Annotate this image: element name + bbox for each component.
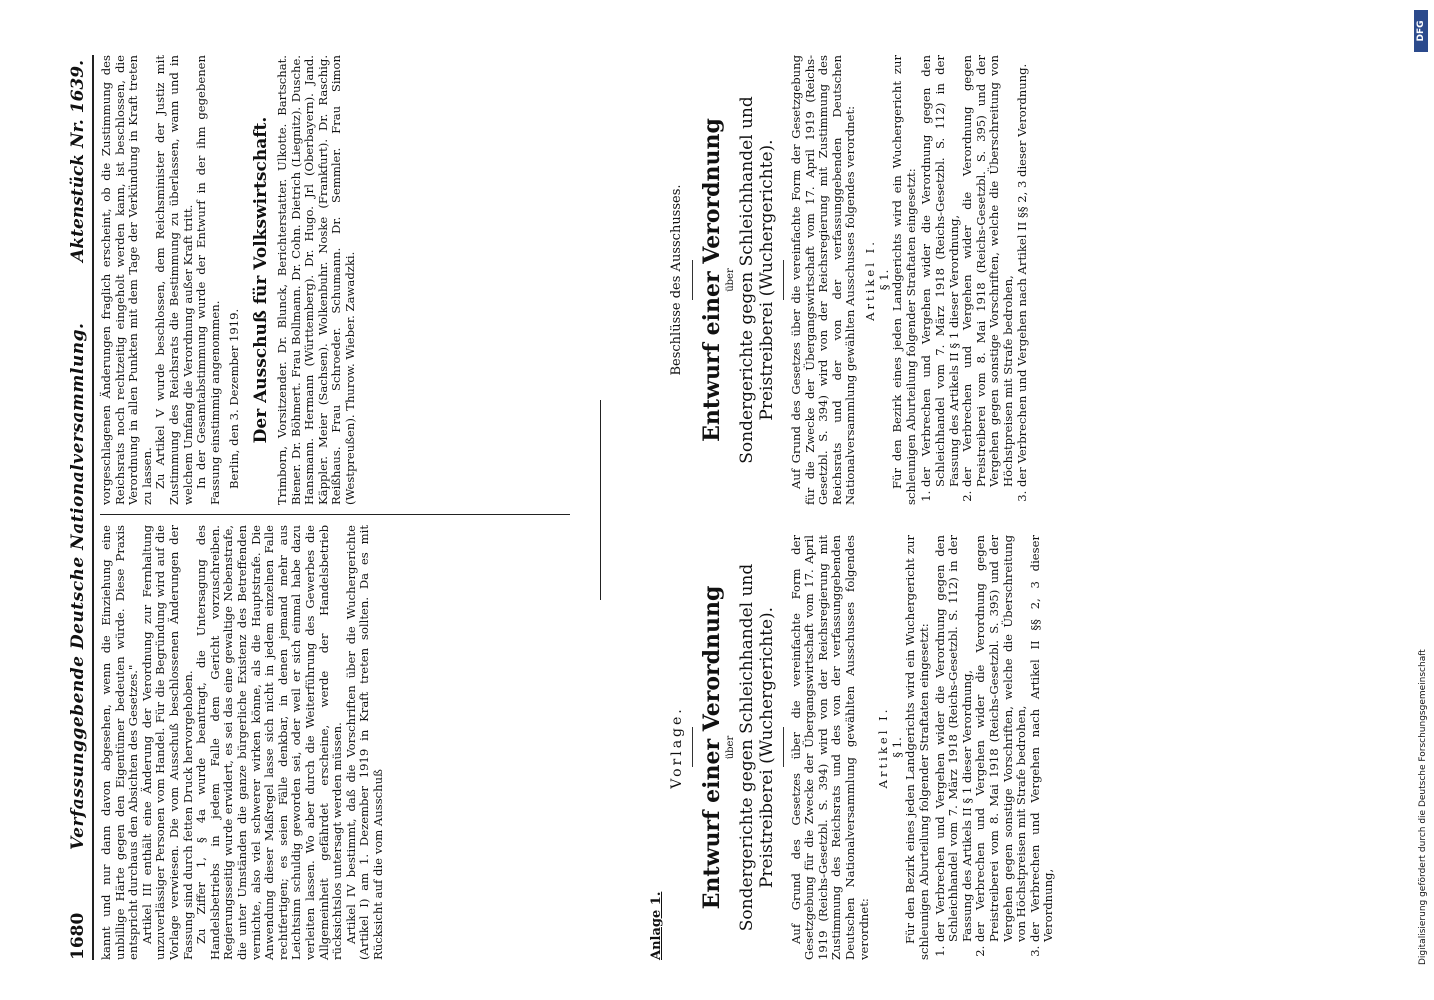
column-divider [100,514,570,515]
short-rule [692,260,693,300]
list-item: 1. der Verbrechen und Vergehen wider die Verordnung gegen den Schleichhandel vom 7. März 1918 (Reichs-Gesetzbl. S. 112) in der Fassung des Artikels II § 1 dieser Verordnung, [934,535,975,942]
short-rule [692,728,693,768]
paragraph-heading: § 1. [889,737,904,758]
paragraph: Zu Ziffer 1, § 4a wurde beantragt, die Untersagung des Handelsbetriebs in jedem Falle dem Gericht vorzuschreiben. Regierungsseitig wurde erwidert, es sei das eine gewaltige Nebenstrafe, die unter Umständen die ganze bürgerliche Existenz des Betreffenden vernichte, also viel schwerer wirken könne, als die Hauptstrafe. Die Anwendung dieser Maßregel lasse sich nicht in jedem einzelnen Falle rechtfertigen; es seien Fälle denkbar, in denen jemand mehr aus Leichtsinn schuldig geworden sei, oder weil er sich einmal habe dazu verleiten lassen. Wo aber durch die Weiterführung des Gewerbes die Allgemeinheit gefährdet erscheine, werde der Handelsbetrieb rücksichtslos untersagt werden müssen. [194,525,345,960]
section-rule [600,400,601,600]
bottom-left-column [650,535,1056,960]
digitization-credit: Digitalisierung gefördert durch die Deutsche Forschungsgemeinschaft [1418,649,1428,965]
short-rule [783,728,784,768]
committee-members: Trimborn, Vorsitzender. Dr. Blunck, Berichterstatter. Ulkotte. Bartschat. Biener. Dr. Böhmert. Frau Bollmann. Dr. Cohn. Dietrich (Liegnitz). Dusche. Hansmann. Hermann (Württemberg). Dr. Hugo. Jrl (Oberbayern). Jand. Käppler. Meier (Sachsen). Wolkenbuhr. Noske (Frankfurt). Dr. Raschig. Reißhaus. Frau Schroeder. Schumann. Dr. Semmler. Frau Simon (Westpreußen). Thurow. Wieber. Zawadzki. [274,55,357,505]
ueber-label: über [724,735,736,760]
page-header [68,60,90,960]
offense-list [920,55,1029,505]
offense-list [934,535,1056,960]
paragraph: Artikel III enthält eine Änderung der Verordnung zur Fernhaltung unzuverlässiger Personen vom Handel. Für die Begründung wird auf die Vorlage verwiesen. Die vom Ausschuß beschlossenen Änderungen der Fassung sind durch fetten Druck hervorgehoben. [139,525,195,960]
anlage-label: Anlage 1. [649,891,664,960]
list-item: 3. der Verbrechen und Vergehen nach Artikel II §§ 2, 3 dieser Verordnung, [1029,535,1056,942]
page-number: 1680 [68,912,88,960]
vorlage-label: Vorlage. [668,706,685,789]
list-item: 1. der Verbrechen und Vergehen wider die Verordnung gegen den Schleichhandel vom 7. März 1918 (Reichs-Gesetzbl. S. 112) in der Fassung des Artikels II § 1 dieser Verordnung, [920,55,961,487]
draft-title: Entwurf einer Verordnung [699,118,725,442]
artikel-heading: Artikel I. [862,239,877,321]
paragraph: vorgeschlagenen Änderungen fraglich erscheint, ob die Zustimmung des Reichsrats noch rechtzeitig eingeholt werden kann, ist beschlossen, die Verordnung in allen Punkten mit dem Tage der Verkündung in Kraft treten zu lassen. [99,55,154,505]
paragraph: Artikel IV bestimmt, daß die Vorschriften über die Wuchergerichte (Artikel I) am 1. Dezember 1919 in Kraft treten sollten. Da es mit Rücksicht auf die vom Ausschuß [343,525,385,960]
artikel-heading: Artikel I. [876,706,891,789]
intro-paragraph: Auf Grund des Gesetzes über die vereinfachte Form der Gesetzgebung für die Zwecke der Übergangswirtschaft vom 17. April 1919 (Reichs-Gesetzbl. S. 394) wird von der Reichsregierung mit Zustimmung des Reichsrats und des von der verfassunggebenden Deutschen Nationalversammlung gewählten Ausschusses folgendes verordnet: [788,535,871,960]
committee-resolutions-label: Beschlüsse des Ausschusses. [669,184,684,376]
ueber-label: über [725,268,736,292]
document-number: Aktenstück Nr. 1639. [68,60,88,262]
top-left-column [100,525,385,960]
paragraph: kannt und nur dann davon abgesehen, wenn die Einziehung eine unbillige Härte gegen den Eigentümer bedeuten würde. Diese Praxis entspricht durchaus den Absichten des Gesetzes." [99,525,141,960]
draft-subtitle: Sondergerichte gegen Schleichhandel und Preistreiberei (Wuchergerichte). [736,563,777,932]
draft-title: Entwurf einer Verordnung [698,585,725,910]
list-item: 2. der Verbrechen und Vergehen wider die Verordnung gegen Preistreiberei vom 8. Mai 1918 (Reichs-Gesetzbl. S. 395) und der Vergehen gegen sonstige Vorschriften, welche die Überschreitung von Höchstpreisen mit Strafe bedrohen, [974,535,1028,942]
top-right-column [100,55,358,505]
paragraph: Zu Artikel V wurde beschlossen, dem Reichsminister der Justiz mit Zustimmung des Reichsrats die Bestimmung zu überlassen, wann und in welchem Umfang die Verordnung außer Kraft tritt. [153,55,195,505]
bottom-right-column [650,55,1029,505]
header-rule [92,55,94,960]
committee-heading: Der Ausschuß für Volkswirtschaft. [250,116,271,444]
paragraph: Für den Bezirk eines jeden Landgerichts wird ein Wuchergericht zur schleunigen Aburteilung folgender Straftaten eingesetzt: [903,535,931,960]
paragraph-heading: § 1. [876,269,891,291]
publication-title: Verfassunggebende Deutsche Nationalversammlung. [68,322,88,850]
intro-paragraph: Auf Grund des Gesetzes über die vereinfachte Form der Gesetzgebung für die Zwecke der Übergangswirtschaft vom 17. April 1919 (Reichs-Gesetzbl. S. 394) wird von der Reichsregierung mit Zustimmung des Reichsrats und der von der verfassunggebenden Deutschen Nationalversammlung gewählten Ausschusses folgendes verordnet: [789,55,858,505]
paragraph: In der Gesamtabstimmung wurde der Entwurf in der ihm gegebenen Fassung einstimmig angenommen. [194,55,222,505]
short-rule [783,260,784,300]
dfg-logo: DFG [1414,10,1428,52]
date-line: Berlin, den 3. Dezember 1919. [227,308,242,489]
list-item: 2. der Verbrechen und Vergehen wider die Verordnung gegen Preistreiberei vom 8. Mai 1918 (Reichs-Gesetzbl. S. 395) und der Vergehen gegen sonstige Vorschriften, welche die Überschreitung von Höchstpreisen mit Strafe bedrohen, [961,55,1015,487]
draft-subtitle: Sondergerichte gegen Schleichhandel und Preistreiberei (Wuchergerichte). [737,96,777,464]
paragraph: Für den Bezirk eines jeden Landgerichts wird ein Wuchergericht zur schleunigen Aburteilung folgender Straftaten eingesetzt: [890,55,918,505]
list-item: 3. der Verbrechen und Vergehen nach Artikel II §§ 2, 3 dieser Verordnung. [1016,55,1030,487]
